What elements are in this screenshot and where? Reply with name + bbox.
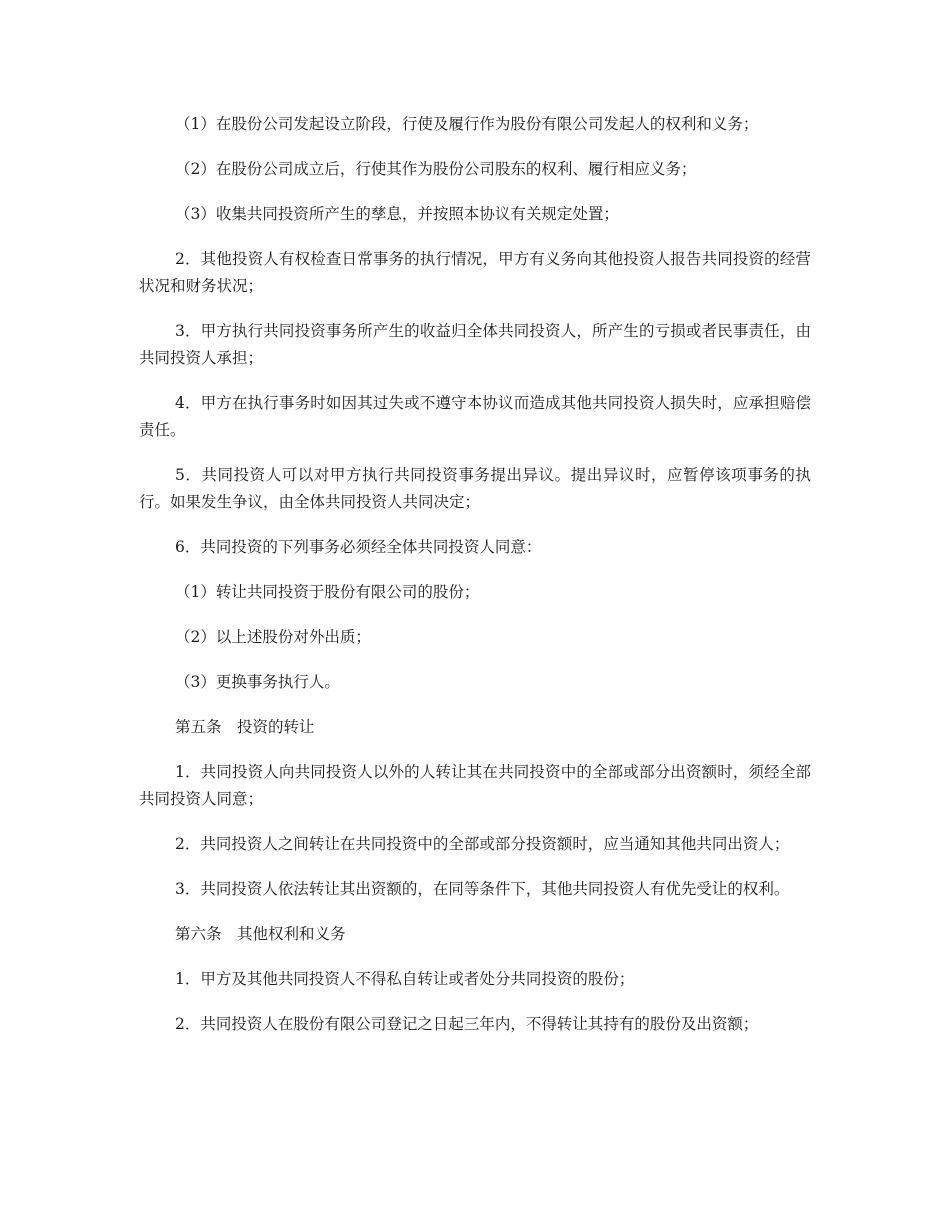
paragraph-item-6: 6．共同投资的下列事务必须经全体共同投资人同意：: [175, 538, 542, 556]
paragraph-item-2: 2．其他投资人有权检查日常事务的执行情况，甲方有义务向其他投资人报告共同投资的经营状况和财务状况；: [139, 250, 811, 295]
paragraph-sub-6-1: （1）转让共同投资于股份有限公司的股份；: [175, 583, 480, 601]
paragraph-item-4: 4．甲方在执行事务时如因其过失或不遵守本协议而造成其他共同投资人损失时，应承担赔偿责任。: [139, 394, 811, 439]
paragraph-sub-2: （2）在股份公司成立后，行使其作为股份公司股东的权利、履行相应义务；: [175, 160, 697, 178]
paragraph-item-5: 5．共同投资人可以对甲方执行共同投资事务提出异议。提出异议时，应暂停该项事务的执行。如果发生争议，由全体共同投资人共同决定；: [139, 466, 811, 511]
paragraph-sub-6-2: （2）以上述股份对外出质；: [175, 628, 371, 646]
document-page: [139, 111, 811, 1056]
paragraph-sub-1: （1）在股份公司发起设立阶段，行使及履行作为股份有限公司发起人的权利和义务；: [175, 115, 759, 133]
paragraph-article6-item-2: 2．共同投资人在股份有限公司登记之日起三年内，不得转让其持有的股份及出资额；: [175, 1015, 759, 1033]
section-heading-article-6: 第六条 其他权利和义务: [175, 925, 346, 943]
paragraph-article5-item-1: 1．共同投资人向共同投资人以外的人转让其在共同投资中的全部或部分出资额时，须经全部共同投资人同意；: [139, 763, 811, 808]
paragraph-article5-item-2: 2．共同投资人之间转让在共同投资中的全部或部分投资额时，应当通知其他共同出资人；: [175, 835, 790, 853]
section-heading-article-5: 第五条 投资的转让: [175, 718, 315, 736]
paragraph-article6-item-1: 1．甲方及其他共同投资人不得私自转让或者处分共同投资的股份；: [175, 970, 635, 988]
paragraph-item-3: 3．甲方执行共同投资事务所产生的收益归全体共同投资人，所产生的亏损或者民事责任，由共同投资人承担；: [139, 322, 811, 367]
paragraph-sub-3: （3）收集共同投资所产生的孳息，并按照本协议有关规定处置；: [175, 205, 619, 223]
paragraph-article5-item-3: 3．共同投资人依法转让其出资额的，在同等条件下，其他共同投资人有优先受让的权利。: [175, 880, 790, 898]
paragraph-sub-6-3: （3）更换事务执行人。: [175, 673, 340, 691]
